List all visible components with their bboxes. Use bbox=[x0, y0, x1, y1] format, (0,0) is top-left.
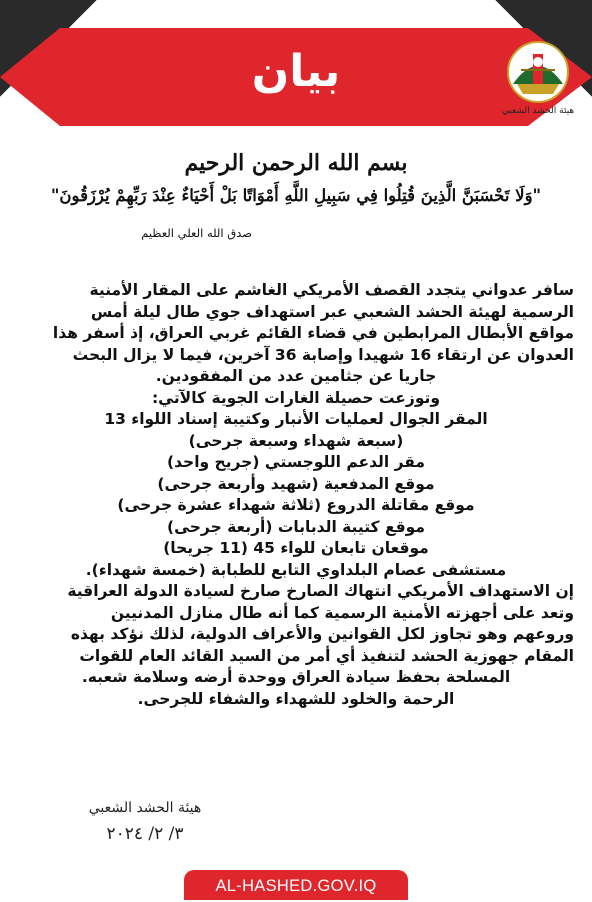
body-line: جاريا عن جثامين عدد من المفقودين. bbox=[155, 367, 437, 385]
verse-closing: صدق الله العلي العظيم bbox=[141, 226, 252, 240]
body-line: موقعان تابعان للواء 45 (11 جريحا) bbox=[163, 539, 429, 557]
body-line: وتوزعت حصيلة الغارات الجوية كالآتي: bbox=[151, 388, 440, 407]
body-line: سافر عدواني يتجدد القصف الأمريكي الغاشم على المقار الأمنية bbox=[89, 281, 574, 299]
signature-date: ٣/ ٢/ ٢٠٢٤ bbox=[106, 824, 184, 844]
body-line: مقر الدعم اللوجستي (جريح واحد) bbox=[167, 453, 425, 471]
body-line: مستشفى عصام البلداوي التابع للطبابة (خمسة شهداء). bbox=[85, 560, 507, 579]
hashed-logo bbox=[492, 32, 584, 124]
body-line: الرحمة والخلود للشهداء والشفاء للجرحى. bbox=[137, 689, 455, 708]
body-line: العدوان عن ارتقاء 16 شهيدا وإصابة 36 آخرين، فيما لا يزال البحث bbox=[72, 345, 574, 364]
website-link[interactable]: AL-HASHED.GOV.IQ bbox=[184, 870, 408, 900]
body-line: موقع المدفعية (شهيد وأربعة جرحى) bbox=[157, 474, 435, 493]
hashed-emblem-icon bbox=[503, 40, 573, 104]
body-line: مواقع الأبطال المرابطين في قضاء القائم غربي العراق، إذ أسفر هذا bbox=[52, 324, 574, 342]
body-line: موقع مقاتلة الدروع (ثلاثة شهداء عشرة جرحى) bbox=[117, 496, 475, 514]
body-line: موقع كتيبة الدبابات (أربعة جرحى) bbox=[166, 517, 425, 536]
body-line: إن الاستهداف الأمريكي انتهاك الصارخ صارخ لسيادة الدولة العراقية bbox=[67, 582, 574, 600]
quran-verse: "وَلَا تَحْسَبَنَّ الَّذِينَ قُتِلُوا فِي سَبِيلِ اللَّهِ أَمْوَاتًا بَلْ أَحْيَاءٌ عِنْدَ رَبِّهِمْ يُرْزَقُونَ" bbox=[50, 186, 542, 205]
body-line: وروعهم وهو تجاوز لكل القوانين والأعراف الدولية، لذلك نؤكد بهذه bbox=[70, 625, 574, 643]
body-line: المقام جهوزية الحشد لتنفيذ أي أمر من السيد القائد العام للقوات bbox=[79, 646, 574, 665]
logo-caption: هيئة الحشد الشعبي bbox=[501, 106, 575, 116]
signature-org: هيئة الحشد الشعبي bbox=[88, 800, 202, 816]
body-line: الرسمية لهيئة الحشد الشعبي عبر استهداف جوي طال ليلة أمس bbox=[90, 302, 574, 321]
basmala: بسم الله الرحمن الرحيم bbox=[184, 150, 408, 176]
statement-title: بيان bbox=[251, 46, 341, 97]
statement-body bbox=[18, 280, 574, 710]
body-line: المسلحة بحفظ سيادة العراق ووحدة أرضه وسلامة شعبه. bbox=[81, 668, 511, 686]
body-line: وتعد على أجهزته الأمنية الرسمية كما أنه طال منازل المدنيين bbox=[110, 603, 574, 622]
body-line: (سبعة شهداء وسبعة جرحى) bbox=[188, 431, 404, 450]
body-line: المقر الجوال لعمليات الأنبار وكتيبة إسناد اللواء 13 bbox=[104, 410, 488, 428]
